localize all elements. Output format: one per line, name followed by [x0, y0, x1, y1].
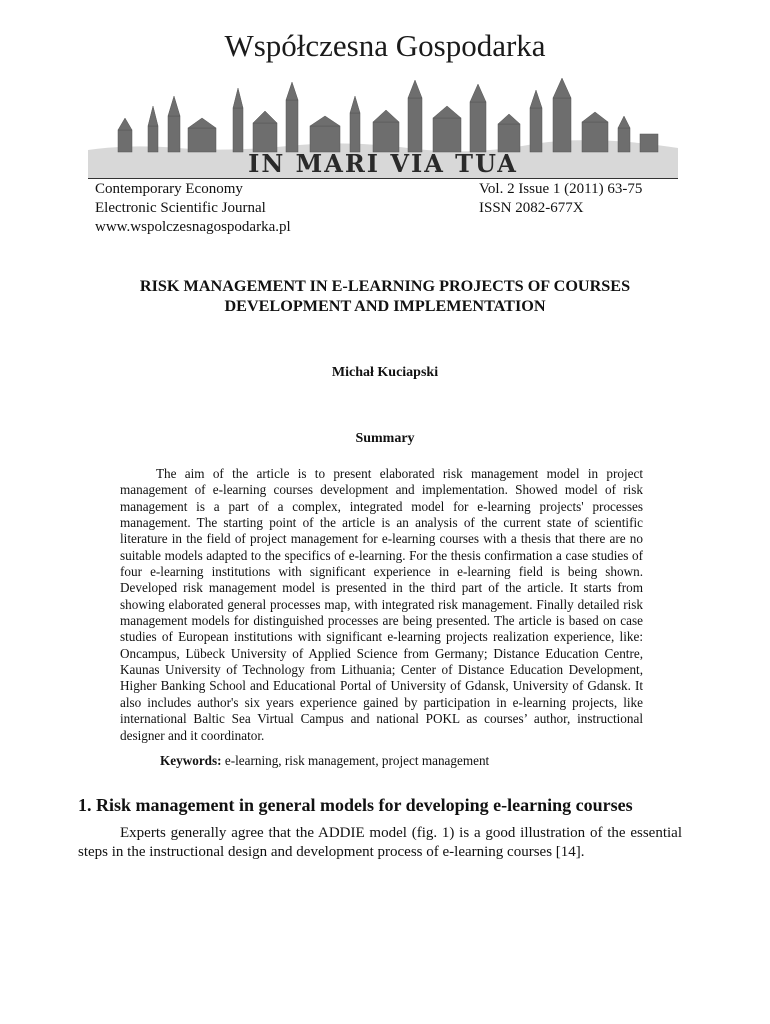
summary-heading: Summary — [355, 431, 415, 446]
body-paragraph: Experts generally agree that the ADDIE model (fig. 1) is a good illustration of the essential steps in the instructional design and development process of e-learning courses [14]. — [78, 825, 682, 860]
journal-type: Electronic Scientific Journal — [95, 200, 266, 216]
journal-info-right — [479, 180, 642, 218]
journal-url[interactable]: www.wspolczesnagospodarka.pl — [95, 219, 291, 235]
journal-subtitle: Contemporary Economy — [95, 181, 243, 197]
article-title-line2: DEVELOPMENT AND IMPLEMENTATION — [224, 297, 546, 315]
author-name: Michał Kuciapski — [331, 365, 439, 380]
section-heading: 1. Risk management in general models for developing e-learning courses — [78, 795, 633, 815]
header-rule — [88, 178, 678, 179]
abstract-text: The aim of the article is to present elaborated risk management model in project management of e-learning courses development and implementation. Showed model of risk management is a part of a complex, integrated model for e-learning projects' processes management. The starting point of the article is an analysis of the current state of scientific literature in the field of project management for e-learning courses with a thesis that there are no suitable models adapted to the specifics of e-learning. For the thesis confirmation a case studies of four e-learning institutions with significant experience in e-learning field is being shown. Developed risk management model is presented in the third part of the article. It starts from showing elaborated general processes map, with integrated risk management. Finally detailed risk management models for distinguished processes are being presented. The article is based on case studies of European institutions with significant e-learning projects realization experience, like: Oncampus, Lübeck University of Applied Science from Germany; Distance Education Centre, Kaunas University of Technology from Lithuania; Center of Distance Education Development, Higher Banking School and Educational Portal of University of Gdansk, University of Gdansk. It also includes author's six years experience gained by participation in e-learning projects, like international Baltic Sea Virtual Campus and national POKL as courses’ author, instructional designer and it coordinator. — [120, 466, 643, 743]
keywords-line — [160, 753, 489, 769]
article-title — [100, 276, 670, 316]
journal-name: Współczesna Gospodarka — [224, 28, 546, 63]
banner-motto: IN MARI VIA TUA — [248, 149, 518, 178]
journal-info-left — [95, 180, 291, 237]
keywords-values: e-learning, risk management, project management — [224, 753, 490, 768]
keywords-label: Keywords: — [160, 753, 222, 768]
city-skyline-banner — [88, 78, 678, 178]
volume-issue: Vol. 2 Issue 1 (2011) 63-75 — [479, 181, 643, 197]
article-title-line1: RISK MANAGEMENT IN E-LEARNING PROJECTS OF COURSES — [139, 277, 631, 295]
issn: ISSN 2082-677X — [479, 200, 584, 216]
